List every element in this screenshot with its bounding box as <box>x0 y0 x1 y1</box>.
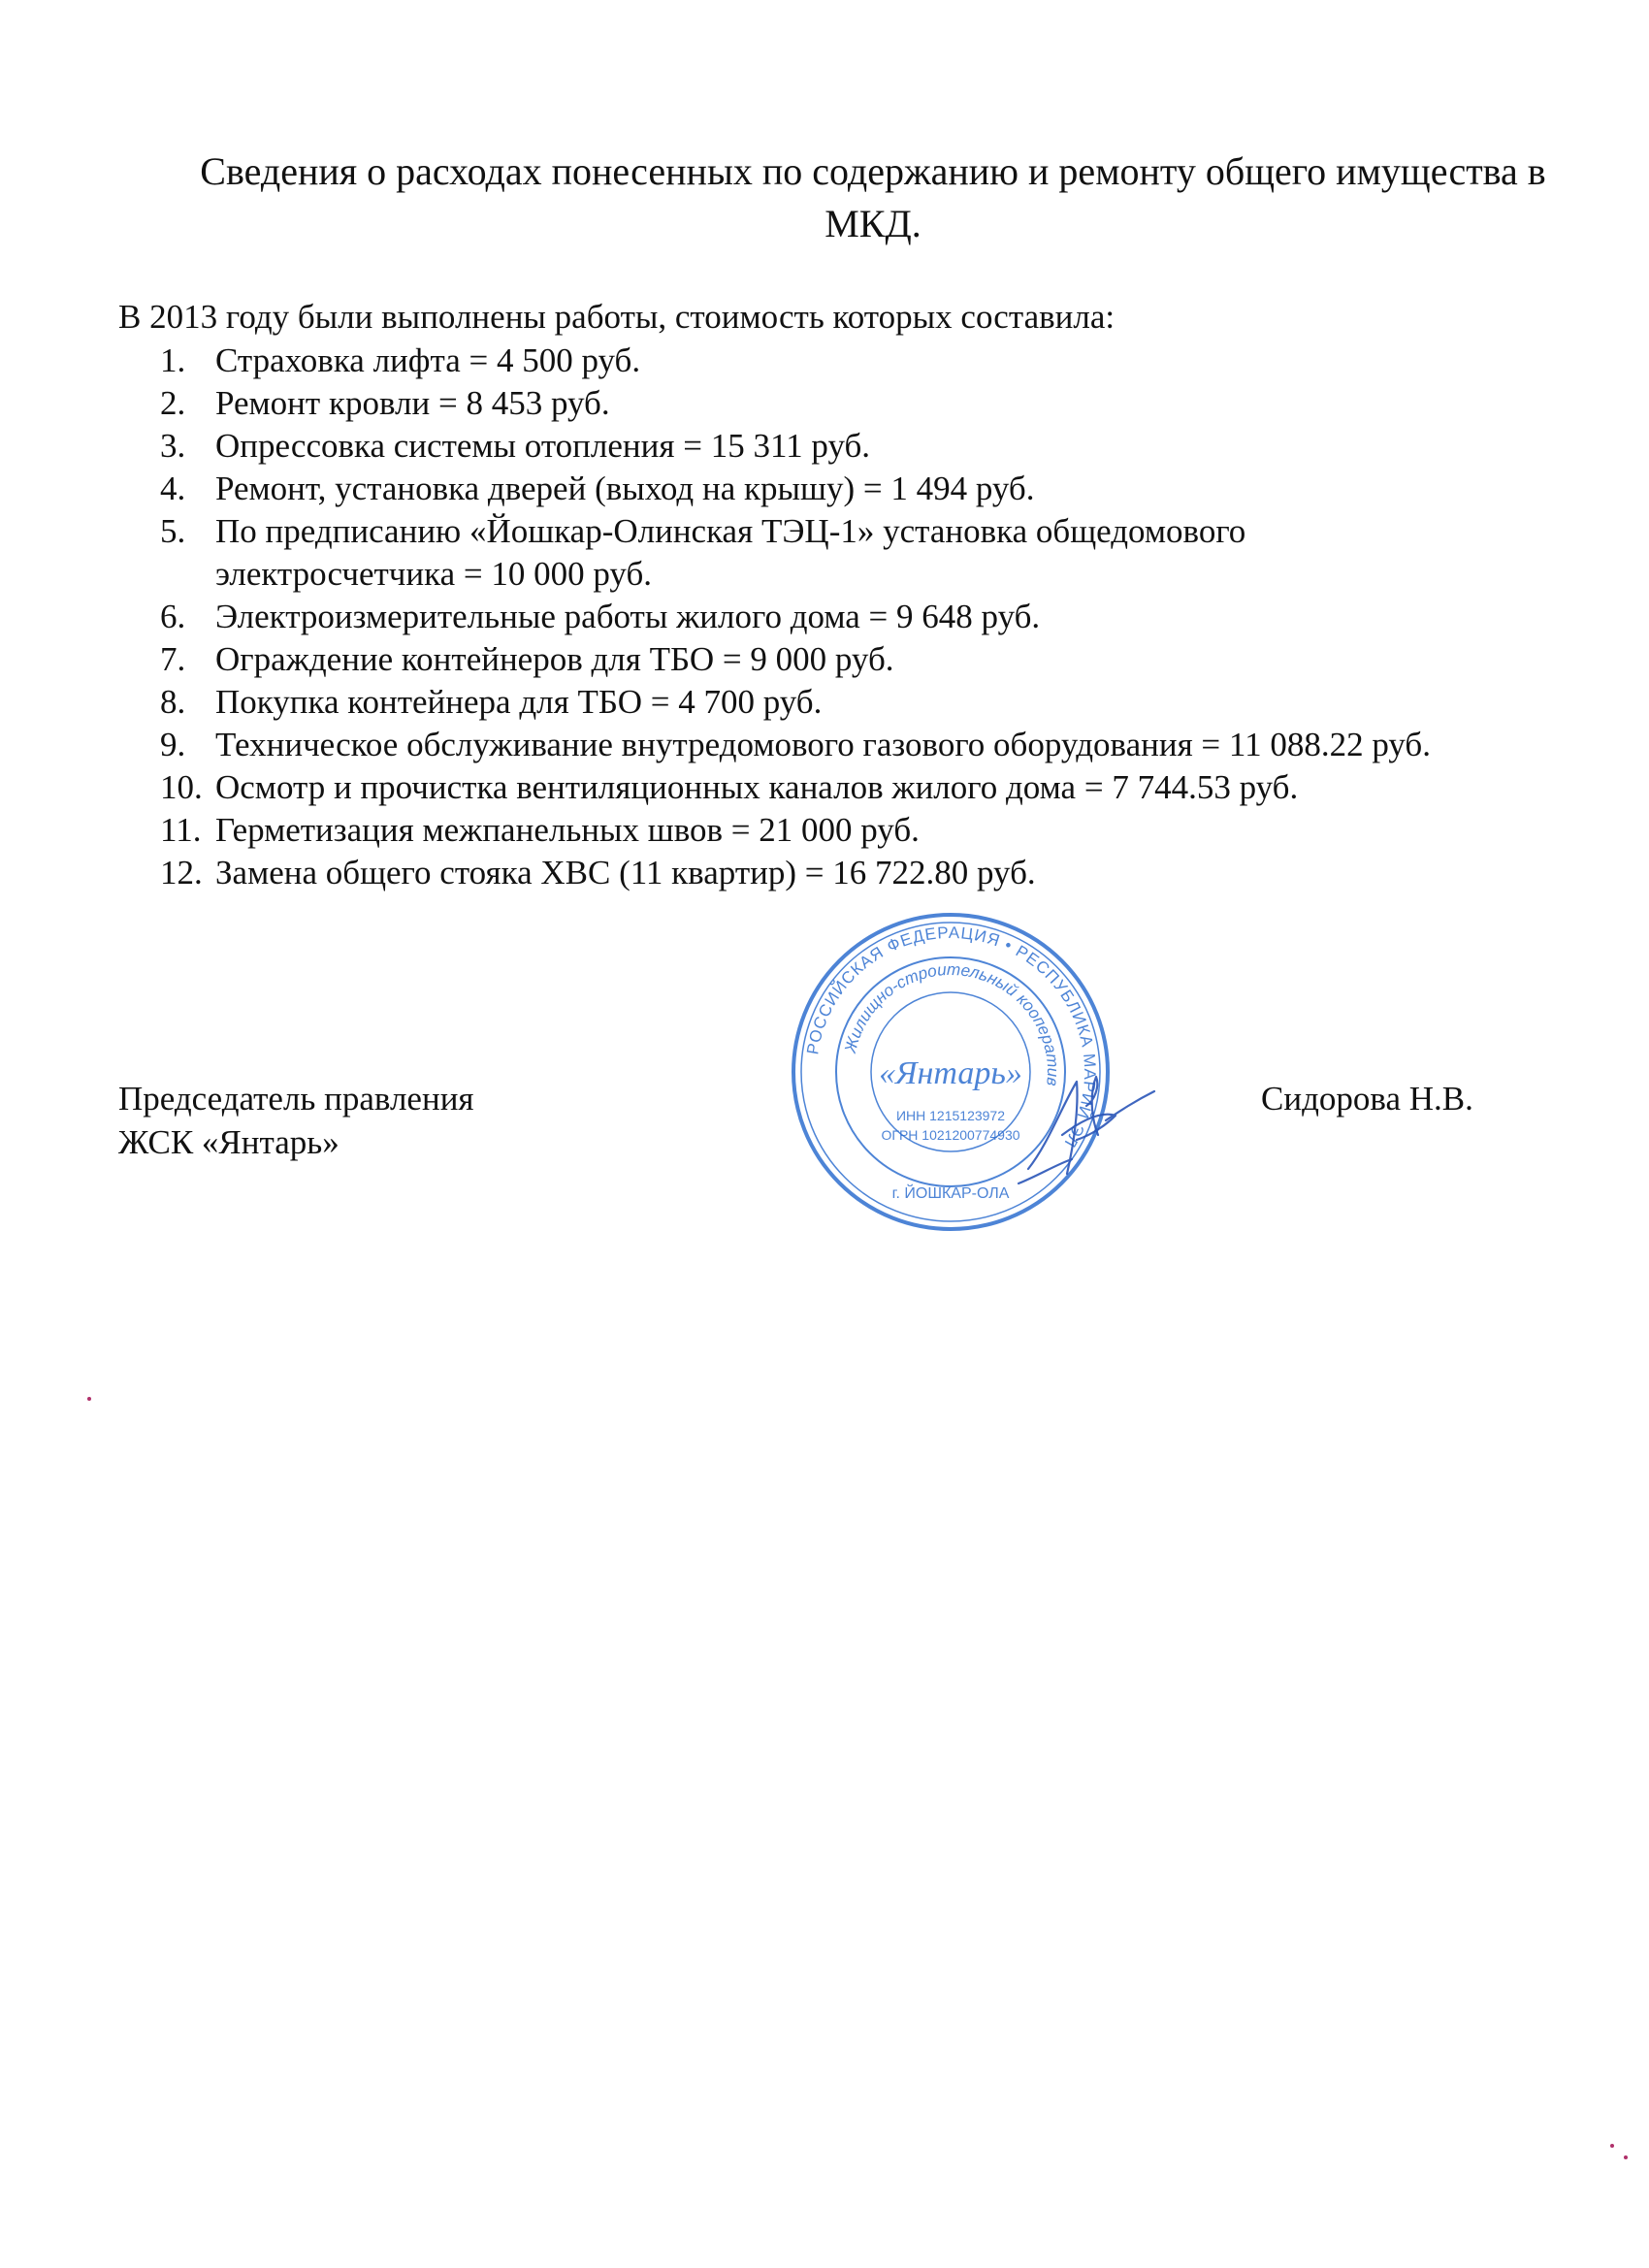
item-number: 2. <box>160 384 186 422</box>
expense-list <box>160 340 1431 894</box>
stamp-outer-text: РОССИЙСКАЯ ФЕДЕРАЦИЯ • РЕСПУБЛИКА МАРИЙ ЭЛ <box>803 923 1100 1151</box>
list-item <box>160 638 1431 681</box>
stamp-city: г. ЙОШКАР-ОЛА <box>891 1185 1010 1202</box>
list-item <box>160 510 1431 596</box>
item-number: 6. <box>160 598 186 635</box>
stamp-ogrn: ОГРН 1021200774930 <box>881 1127 1020 1143</box>
signatory-name: Сидорова Н.В. <box>1261 1080 1473 1118</box>
item-number: 10. <box>160 768 203 806</box>
item-text: Ограждение контейнеров для ТБО = 9 000 руб. <box>215 640 894 678</box>
list-item <box>160 382 1431 425</box>
list-item <box>160 766 1431 809</box>
stamp-inn: ИНН 1215123972 <box>895 1108 1006 1123</box>
list-item <box>160 809 1431 852</box>
item-text: Опрессовка системы отопления = 15 311 руб. <box>215 427 871 465</box>
stamp-inner-text: Жилищно-строительный кооператив <box>840 959 1063 1087</box>
item-text: Страховка лифта = 4 500 руб. <box>215 341 641 379</box>
title-line-2: МКД. <box>824 202 922 245</box>
signatory-org: ЖСК «Янтарь» <box>118 1123 340 1161</box>
item-number: 3. <box>160 427 186 465</box>
handwritten-signature <box>1009 1067 1164 1193</box>
list-item <box>160 596 1431 638</box>
item-number: 12. <box>160 854 203 891</box>
scan-speck <box>1610 2144 1614 2148</box>
item-text: Электроизмерительные работы жилого дома = 9 648 руб. <box>215 598 1041 635</box>
item-text: Замена общего стояка ХВС (11 квартир) = 16 722.80 руб. <box>215 854 1036 891</box>
scan-speck <box>1624 2155 1628 2159</box>
item-text: Ремонт, установка дверей (выход на крышу) = 1 494 руб. <box>215 470 1035 507</box>
item-number: 9. <box>160 726 186 763</box>
signatory-title: Председатель правления <box>118 1080 474 1118</box>
list-item <box>160 681 1431 724</box>
item-number: 4. <box>160 470 186 507</box>
item-number: 11. <box>160 811 202 849</box>
list-item <box>160 852 1431 894</box>
item-number: 1. <box>160 341 186 379</box>
list-item <box>160 468 1431 510</box>
item-number: 7. <box>160 640 186 678</box>
item-number: 5. <box>160 512 186 550</box>
item-text: Техническое обслуживание внутредомового газового оборудования = 11 088.22 руб. <box>215 726 1431 763</box>
signatory-block <box>118 1077 474 1164</box>
intro-text: В 2013 году были выполнены работы, стоимость которых составила: <box>118 298 1116 336</box>
item-text: Ремонт кровли = 8 453 руб. <box>215 384 610 422</box>
list-item <box>160 340 1431 382</box>
item-text: Покупка контейнера для ТБО = 4 700 руб. <box>215 683 823 721</box>
item-text: По предписанию «Йошкар-Олинская ТЭЦ-1» установка общедомового <box>215 512 1246 550</box>
item-number: 8. <box>160 683 186 721</box>
list-item <box>160 724 1431 766</box>
item-text: Осмотр и прочистка вентиляционных каналов жилого дома = 7 744.53 руб. <box>215 768 1299 806</box>
stamp-center-text: «Янтарь» <box>879 1055 1022 1091</box>
document-title <box>116 146 1630 250</box>
list-item <box>160 425 1431 468</box>
item-text-continuation: электросчетчика = 10 000 руб. <box>215 555 653 593</box>
title-line-1: Сведения о расходах понесенных по содержанию и ремонту общего имущества в <box>200 149 1546 193</box>
scan-speck <box>87 1397 91 1401</box>
item-text: Герметизация межпанельных швов = 21 000 руб. <box>215 811 920 849</box>
